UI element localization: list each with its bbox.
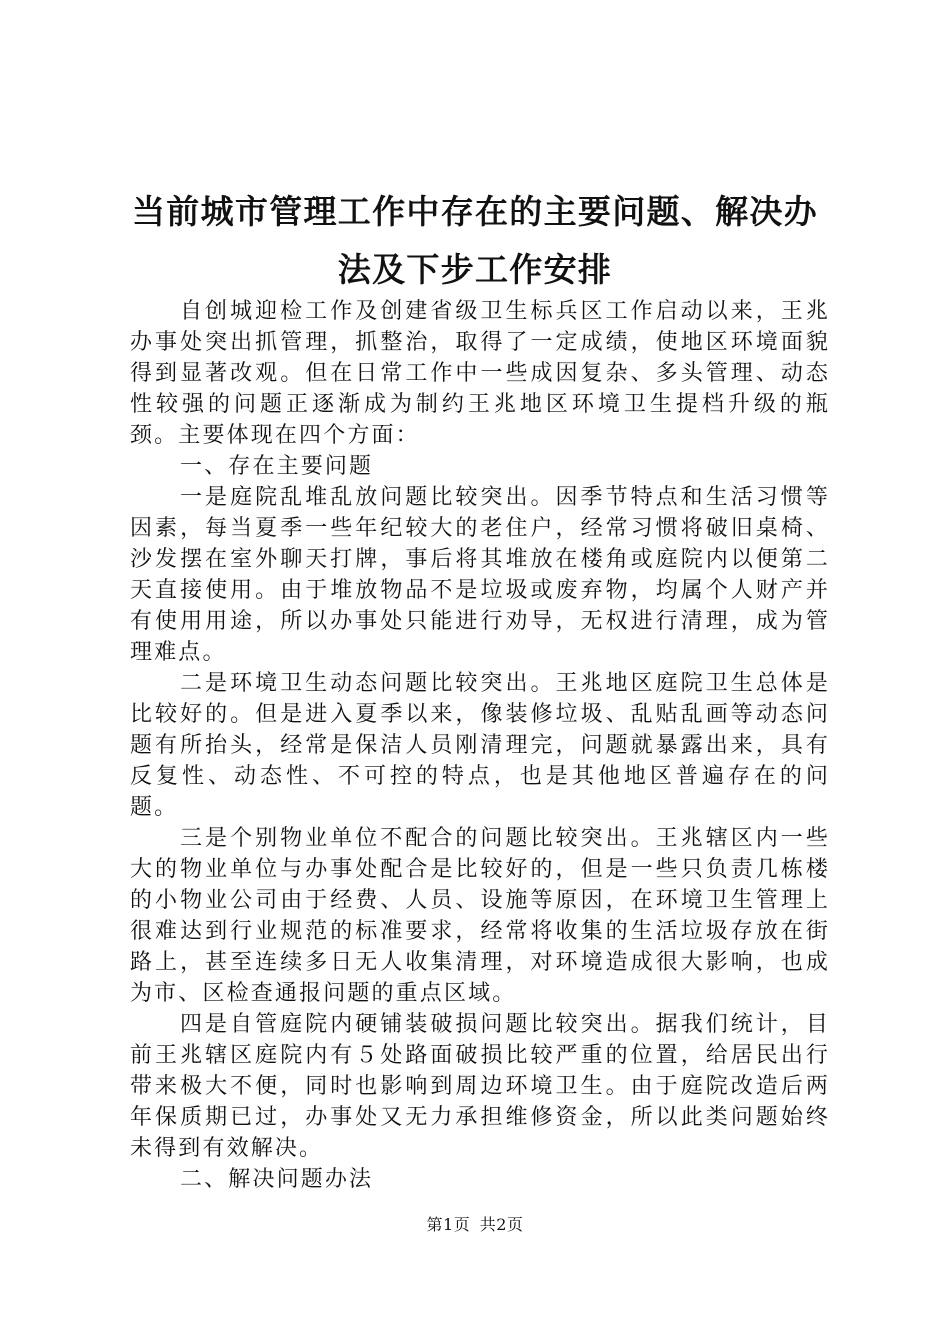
section-heading-problems: 一、存在主要问题 <box>180 454 374 479</box>
page-total: 共2页 <box>479 1215 524 1234</box>
title-line-2: 法及下步工作安排 <box>337 250 613 289</box>
document-title <box>120 183 830 299</box>
title-line-1: 当前城市管理工作中存在的主要问题、解决办 <box>132 192 818 231</box>
document-body <box>130 296 830 1195</box>
intro-paragraph: 自创城迎检工作及创建省级卫生标兵区工作启动以来，王兆办事处突出抓管理，抓整治，取得了一定成绩，使地区环境面貌得到显著改观。但在日常工作中一些成因复杂、多头管理、动态性较强的问题正逐渐成为制约王兆地区环境卫生提档升级的瓶颈。主要体现在四个方面： <box>130 299 830 448</box>
problem-paragraph-3: 三是个别物业单位不配合的问题比较突出。王兆辖区内一些大的物业单位与办事处配合是比较好的，但是一些只负责几栋楼的小物业公司由于经费、人员、设施等原因，在环境卫生管理上很难达到行业规范的标准要求，经常将收集的生活垃圾存放在街路上，甚至连续多日无人收集清理，对环境造成很大影响，也成为市、区检查通报问题的重点区域。 <box>130 826 830 1006</box>
problem-paragraph-4: 四是自管庭院内硬铺装破损问题比较突出。据我们统计，目前王兆辖区庭院内有５处路面破损比较严重的位置，给居民出行带来极大不便，同时也影响到周边环境卫生。由于庭院改造后两年保质期已过，办事处又无力承担维修资金，所以此类问题始终未得到有效解决。 <box>130 1012 830 1161</box>
problem-paragraph-1: 一是庭院乱堆乱放问题比较突出。因季节特点和生活习惯等因素，每当夏季一些年纪较大的老住户，经常习惯将破旧桌椅、沙发摆在室外聊天打牌，事后将其堆放在楼角或庭院内以便第二天直接使用。由于堆放物品不是垃圾或废弃物，均属个人财产并有使用用途，所以办事处只能进行劝导，无权进行清理，成为管理难点。 <box>130 485 830 665</box>
section-heading-solutions: 二、解决问题办法 <box>180 1167 374 1192</box>
page-footer <box>0 1215 950 1235</box>
problem-paragraph-2: 二是环境卫生动态问题比较突出。王兆地区庭院卫生总体是比较好的。但是进入夏季以来，像装修垃圾、乱贴乱画等动态问题有所抬头，经常是保洁人员刚清理完，问题就暴露出来，具有反复性、动态性、不可控的特点，也是其他地区普遍存在的问题。 <box>130 671 830 820</box>
page-number: 第1页 <box>426 1215 471 1234</box>
